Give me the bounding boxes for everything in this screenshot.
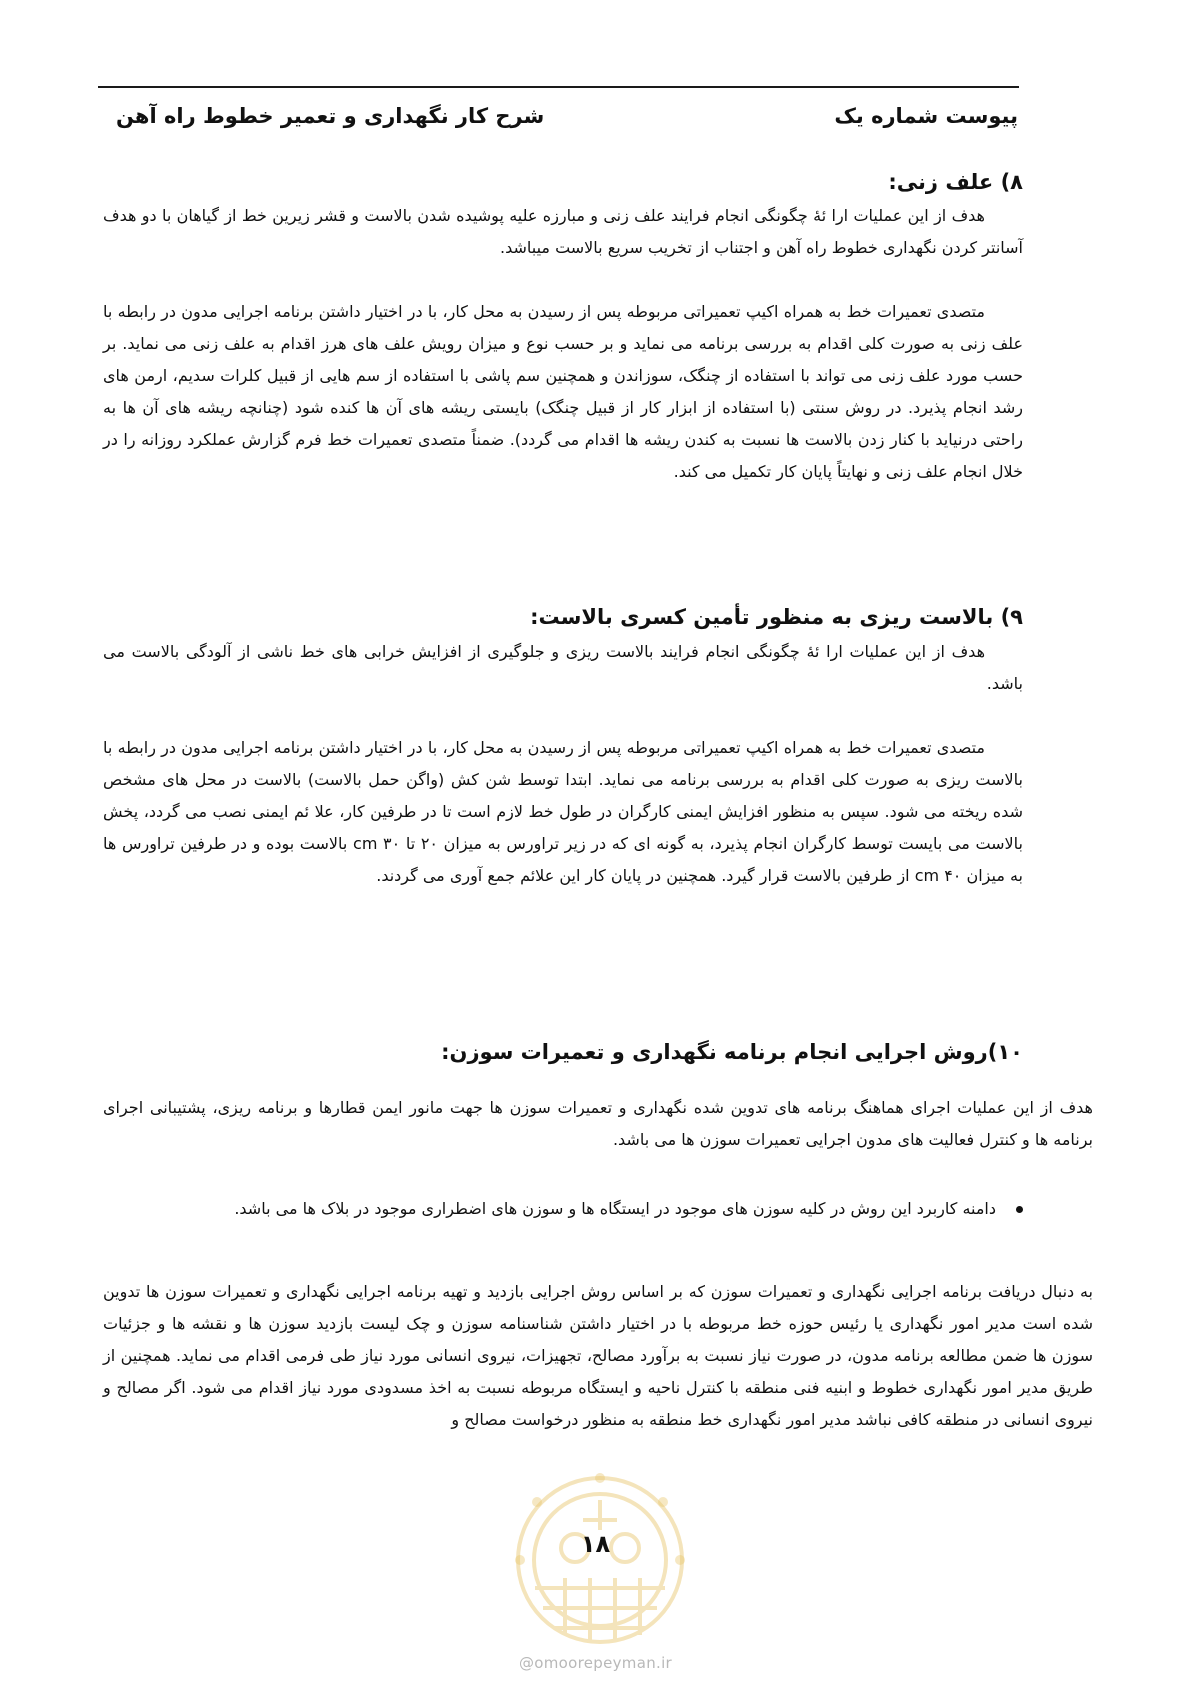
header-document-title: شرح کار نگهداری و تعمیر خطوط راه آهن [116, 104, 545, 128]
section-10-paragraph-1: هدف از این عملیات اجرای هماهنگ برنامه های تدوین شده نگهداری و تعمیرات سوزن ها جهت مانور ایمن قطارها و برنامه ریزی، پشتیبانی اجرای برنامه ها و کنترل فعالیت های مدون اجرایی تعمیرات سوزن ها می باشد. [103, 1098, 1093, 1149]
header-appendix-title: پیوست شماره یک [834, 104, 1018, 128]
section-9-paragraph-2: متصدی تعمیرات خط به همراه اکیپ تعمیراتی مربوطه پس از رسیدن به محل کار، با در اختیار داشتن برنامه اجرایی مدون در رابطه با بالاست ریزی به صورت کلی اقدام به بررسی برنامه می نماید. ابتدا توسط شن کش (واگن حمل بالاست) بالاست در محل های مشخص شده ریخته می شود. سپس به منظور افزایش ایمنی کارگران در طول خط لازم است تا در طرفین کار، علا ئم ایمنی نصب می گردد، پخش بالاست می بایست توسط کارگران انجام پذیرد، به گونه ای که در زیر تراورس به میزان ۲۰ تا cm ۳۰ بالاست بوده و در طرفین تراورس ها به میزان cm ۴۰ از طرفین بالاست قرار گیرد. همچنین در پایان کار این علائم جمع آوری می گردند. [103, 738, 1024, 885]
section-9-paragraph-1: هدف از این عملیات ارا ئۀ چگونگی انجام فرایند بالاست ریزی و جلوگیری از افزایش خرابی های خط ناشی از آلودگی بالاست می باشد. [103, 642, 1023, 693]
section-8-paragraph-1: هدف از این عملیات ارا ئۀ چگونگی انجام فرایند علف زنی و مبارزه علیه پوشیده شدن بالاست و قشر زیرین خط از گیاهان با دو هدف آسانتر کردن نگهداری خطوط راه آهن و اجتناب از تخریب سریع بالاست میباشد. [103, 206, 1023, 257]
section-10-bullet-text: دامنه کاربرد این روش در کلیه سوزن های موجود در ایستگاه ها و سوزن های اضطراری موجود در بلاک ها می باشد. [234, 1199, 996, 1218]
closing-paragraph: به دنبال دریافت برنامه اجرایی نگهداری و تعمیرات سوزن که بر اساس روش اجرایی بازدید و تهیه برنامه اجرایی نگهداری و تعمیرات سوزن ها تدوین شده است مدیر امور نگهداری یا رئیس حوزه خط مربوطه با در اختیار داشتن شناسنامه سوزن و چک لیست بازدید سوزن ها و نقشه ها و جزئیات سوزن ها ضمن مطالعه برنامه مدون، در صورت نیاز نسبت به برآورد مصالح، تجهیزات، نیروی انسانی مورد نیاز طی فرمی اقدام می نماید. همچنین از طریق مدیر امور نگهداری خطوط و ابنیه فنی منطقه با کنترل ناحیه و ایستگاه مربوطه نسبت به اخذ مسدودی مورد نیاز اقدام می شود. اگر مصالح و نیروی انسانی در منطقه کافی نباشد مدیر امور نگهداری خط منطقه به منظور درخواست مصالح و [103, 1282, 1093, 1429]
section-8-paragraph-2: متصدی تعمیرات خط به همراه اکیپ تعمیراتی مربوطه پس از رسیدن به محل کار، با در اختیار داشتن برنامه اجرایی مدون در رابطه با علف زنی به صورت کلی اقدام به بررسی برنامه می نماید و بر حسب نوع و میزان رویش علف های هرز اقدام به علف زنی می نماید. بر حسب مورد علف زنی می تواند با استفاده از چنگک، سوزاندن و همچنین سم پاشی با استفاده از سم هایی از قبیل کلرات سدیم، ارمن های رشد انجام پذیرد. در روش سنتی (با استفاده از ابزار کار از قبیل چنگک) بایستی ریشه های آن ها کنده شود (چنانچه ریشه های آن ها به راحتی درنیاید با کنار زدن بالاست ها نسبت به کندن ریشه ها اقدام می گردد). ضمناً متصدی تعمیرات خط فرم گزارش عملکرد روزانه را در خلال انجام علف زنی و نهایتاً پایان کار تکمیل می کند. [103, 302, 1023, 481]
header-divider [98, 86, 1019, 88]
section-8-heading: ۸) علف زنی: [888, 170, 1023, 194]
source-watermark: @omoorepeyman.ir [518, 1654, 673, 1672]
bullet-dot-icon [1016, 1206, 1023, 1213]
section-10-bullet [234, 1193, 1023, 1225]
page-number: ۱۸ [580, 1530, 611, 1558]
section-9-heading: ۹) بالاست ریزی به منظور تأمین کسری بالاست: [530, 605, 1023, 629]
section-10-heading: ۱۰)روش اجرایی انجام برنامه نگهداری و تعمیرات سوزن: [441, 1040, 1023, 1064]
